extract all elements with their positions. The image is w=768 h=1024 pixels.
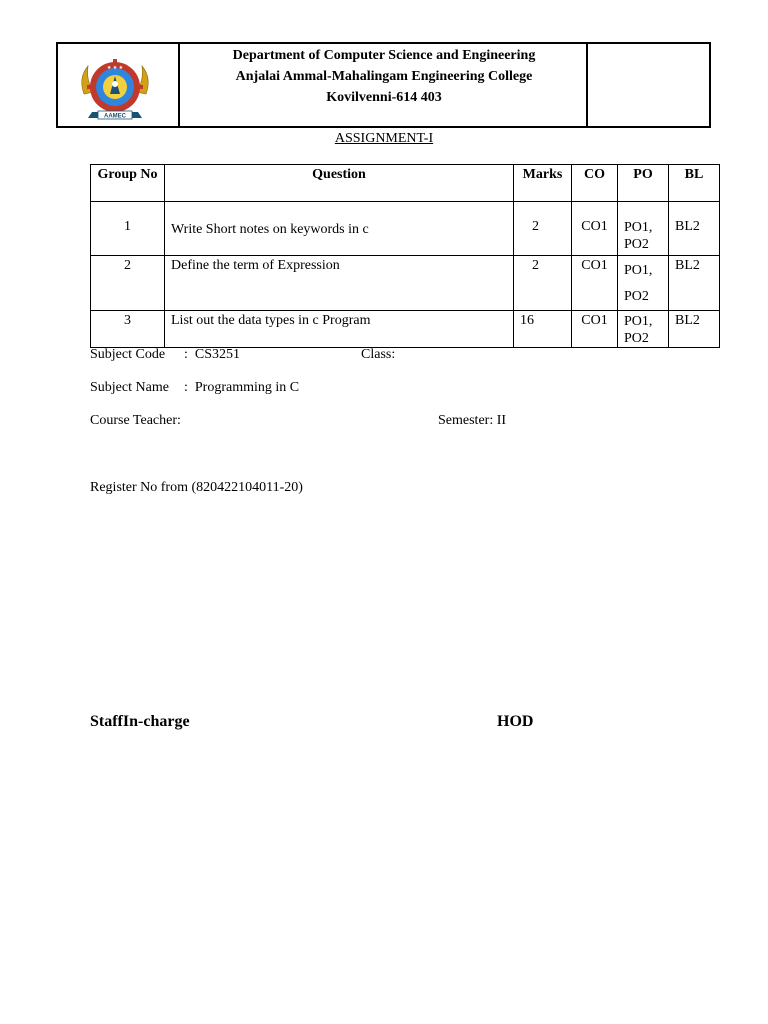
logo-cell xyxy=(58,44,180,126)
header-po: PO xyxy=(618,165,669,202)
table-row xyxy=(91,256,720,311)
cell-co: CO1 xyxy=(572,202,618,256)
department-name: Department of Computer Science and Engineering xyxy=(232,48,536,63)
header-box xyxy=(56,42,711,128)
question-table xyxy=(90,164,720,348)
cell-question: Write Short notes on keywords in c xyxy=(165,202,514,256)
college-address: Kovilvenni-614 403 xyxy=(326,90,442,105)
cell-po: PO1, PO2 xyxy=(618,256,669,311)
header-question: Question xyxy=(165,165,514,202)
logo-text: AAMEC xyxy=(104,113,126,120)
subject-code-label: Subject Code xyxy=(90,347,166,362)
header-bl: BL xyxy=(669,165,720,202)
subject-name-label: Subject Name xyxy=(90,380,169,395)
subject-name-value: : Programming in C xyxy=(184,380,300,395)
header-marks: Marks xyxy=(514,165,572,202)
class-label: Class: xyxy=(361,347,396,362)
svg-text:★ ★ ★: ★ ★ ★ xyxy=(106,65,124,71)
cell-bl: BL2 xyxy=(669,311,720,348)
college-name: Anjalai Ammal-Mahalingam Engineering College xyxy=(235,69,533,84)
table-row xyxy=(91,311,720,348)
assignment-title: ASSIGNMENT-I xyxy=(334,131,434,146)
cell-bl: BL2 xyxy=(669,202,720,256)
register-no: Register No from (820422104011-20) xyxy=(90,480,303,495)
cell-group: 3 xyxy=(91,311,165,348)
header-title-cell xyxy=(180,44,588,126)
cell-question: Define the term of Expression xyxy=(165,256,514,311)
cell-group: 2 xyxy=(91,256,165,311)
cell-po: PO1, PO2 xyxy=(618,202,669,256)
cell-marks: 2 xyxy=(514,256,572,311)
cell-group: 1 xyxy=(91,202,165,256)
hod-signature: HOD xyxy=(497,713,534,730)
header-right-cell xyxy=(586,44,711,126)
cell-po: PO1, PO2 xyxy=(618,311,669,348)
subject-code-value: : CS3251 xyxy=(184,347,241,362)
cell-marks: 16 xyxy=(514,311,572,348)
cell-co: CO1 xyxy=(572,256,618,311)
staff-in-charge-signature: StaffIn-charge xyxy=(90,713,190,730)
cell-co: CO1 xyxy=(572,311,618,348)
semester-label: Semester: II xyxy=(438,413,507,428)
header-group-no: Group No xyxy=(91,165,165,202)
college-logo-icon xyxy=(74,54,156,124)
table-row xyxy=(91,202,720,256)
table-header-row xyxy=(91,165,720,202)
course-teacher-label: Course Teacher: xyxy=(90,413,181,428)
cell-question: List out the data types in c Program xyxy=(165,311,514,348)
cell-marks: 2 xyxy=(514,202,572,256)
header-co: CO xyxy=(572,165,618,202)
cell-bl: BL2 xyxy=(669,256,720,311)
